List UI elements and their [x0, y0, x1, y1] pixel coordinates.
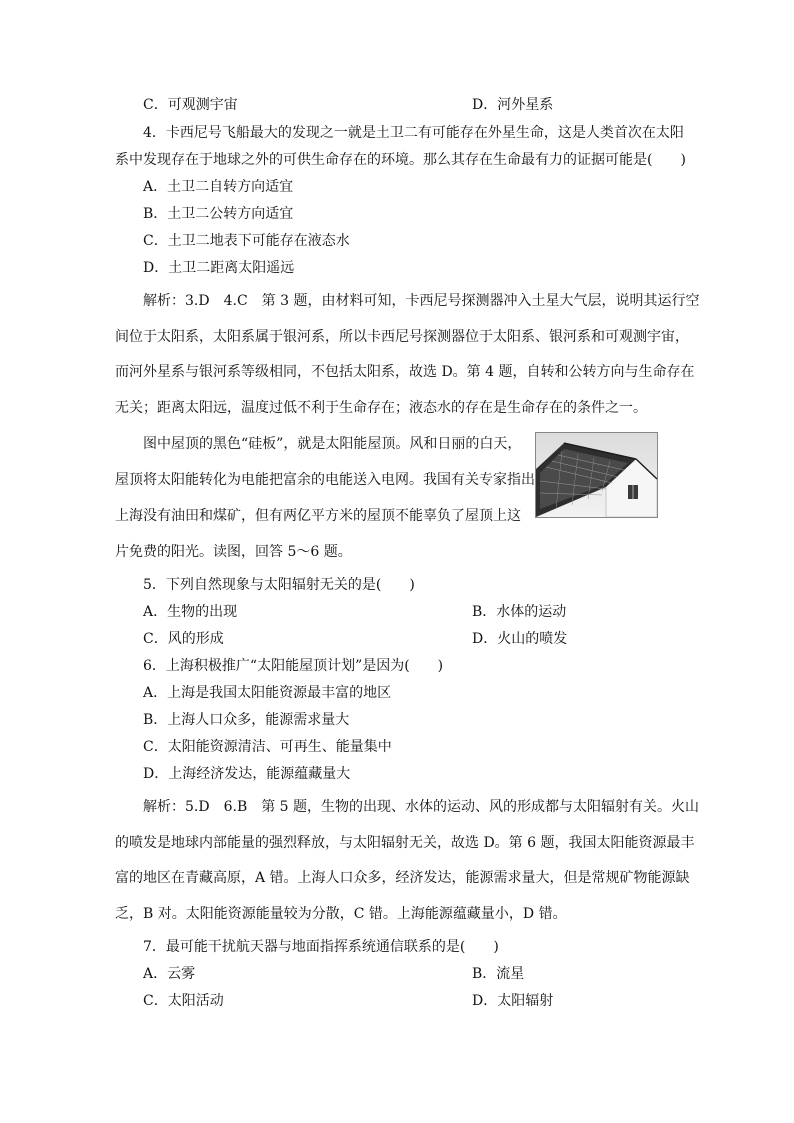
q7-stem: 7．最可能干扰航天器与地面指挥系统通信联系的是( ) — [143, 939, 499, 955]
q4-option-b: B．土卫二公转方向适宜 — [143, 206, 294, 222]
q7-option-d: D．太阳辐射 — [472, 993, 554, 1009]
q5-stem: 5．下列自然现象与太阳辐射无关的是( ) — [143, 577, 415, 593]
analysis-5-6-line2: 的喷发是地球内部能量的强烈释放，与太阳辐射无关，故选 D。第 6 题，我国太阳能资源最丰 — [115, 835, 695, 851]
material-line2: 屋顶将太阳能转化为电能把富余的电能送入电网。我国有关专家指出 — [115, 472, 535, 488]
analysis-3-4-line3: 而河外星系与银河系等级相同，不包括太阳系，故选 D。第 4 题，自转和公转方向与生命存在 — [115, 364, 695, 380]
q7-option-a: A．云雾 — [143, 966, 196, 982]
q7-option-c: C．太阳活动 — [143, 993, 224, 1009]
q5-option-c: C．风的形成 — [143, 631, 224, 647]
analysis-3-4-line2: 间位于太阳系，太阳系属于银河系，所以卡西尼号探测器位于太阳系、银河系和可观测宇宙， — [115, 329, 689, 345]
q5-option-d: D．火山的喷发 — [472, 631, 568, 647]
q5-option-b: B．水体的运动 — [472, 604, 567, 620]
material-line3: 上海没有油田和煤矿，但有两亿平方米的屋顶不能辜负了屋顶上这 — [115, 508, 521, 524]
analysis-3-4-line1: 解析：3.D 4.C 第 3 题，由材料可知，卡西尼号探测器冲入土星大气层，说明其运行空 — [143, 293, 700, 309]
q4-option-c: C．土卫二地表下可能存在液态水 — [143, 233, 350, 249]
q3-option-c: C．可观测宇宙 — [143, 97, 238, 113]
q3-option-d: D．河外星系 — [472, 97, 554, 113]
analysis-5-6-line4: 乏，B 对。太阳能资源能量较为分散，C 错。上海能源蕴藏量小，D 错。 — [115, 906, 567, 922]
q6-stem: 6．上海积极推广“太阳能屋顶计划”是因为( ) — [143, 658, 444, 674]
q4-option-d: D．土卫二距离太阳遥远 — [143, 260, 295, 276]
analysis-5-6-line1: 解析：5.D 6.B 第 5 题，生物的出现、水体的运动、风的形成都与太阳辐射有关。火山 — [143, 799, 700, 815]
q4-stem-line1: 4．卡西尼号飞船最大的发现之一就是土卫二有可能存在外星生命，这是人类首次在太阳 — [143, 125, 684, 141]
q4-stem-line2: 系中发现存在于地球之外的可供生命存在的环境。那么其存在生命最有力的证据可能是( ) — [115, 152, 686, 168]
solar-roof-photo — [535, 432, 658, 518]
q6-option-c: C．太阳能资源清洁、可再生、能量集中 — [143, 739, 392, 755]
material-line4: 片免费的阳光。读图，回答 5～6 题。 — [115, 544, 352, 560]
q6-option-b: B．上海人口众多，能源需求量大 — [143, 712, 350, 728]
q6-option-d: D．上海经济发达，能源蕴藏量大 — [143, 766, 351, 782]
q7-option-b: B．流星 — [472, 966, 525, 982]
solar-roof-illustration — [536, 433, 657, 517]
analysis-3-4-line4: 无关；距离太阳远，温度过低不利于生命存在；液态水的存在是生命存在的条件之一。 — [115, 400, 647, 416]
analysis-5-6-line3: 富的地区在青藏高原，A 错。上海人口众多，经济发达，能源需求量大，但是常规矿物能源缺 — [115, 870, 690, 886]
q4-option-a: A．土卫二自转方向适宜 — [143, 179, 294, 195]
q5-option-a: A．生物的出现 — [143, 604, 238, 620]
q6-option-a: A．上海是我国太阳能资源最丰富的地区 — [143, 685, 392, 701]
material-line1: 图中屋顶的黑色“硅板”，就是太阳能屋顶。风和日丽的白天， — [143, 436, 522, 452]
